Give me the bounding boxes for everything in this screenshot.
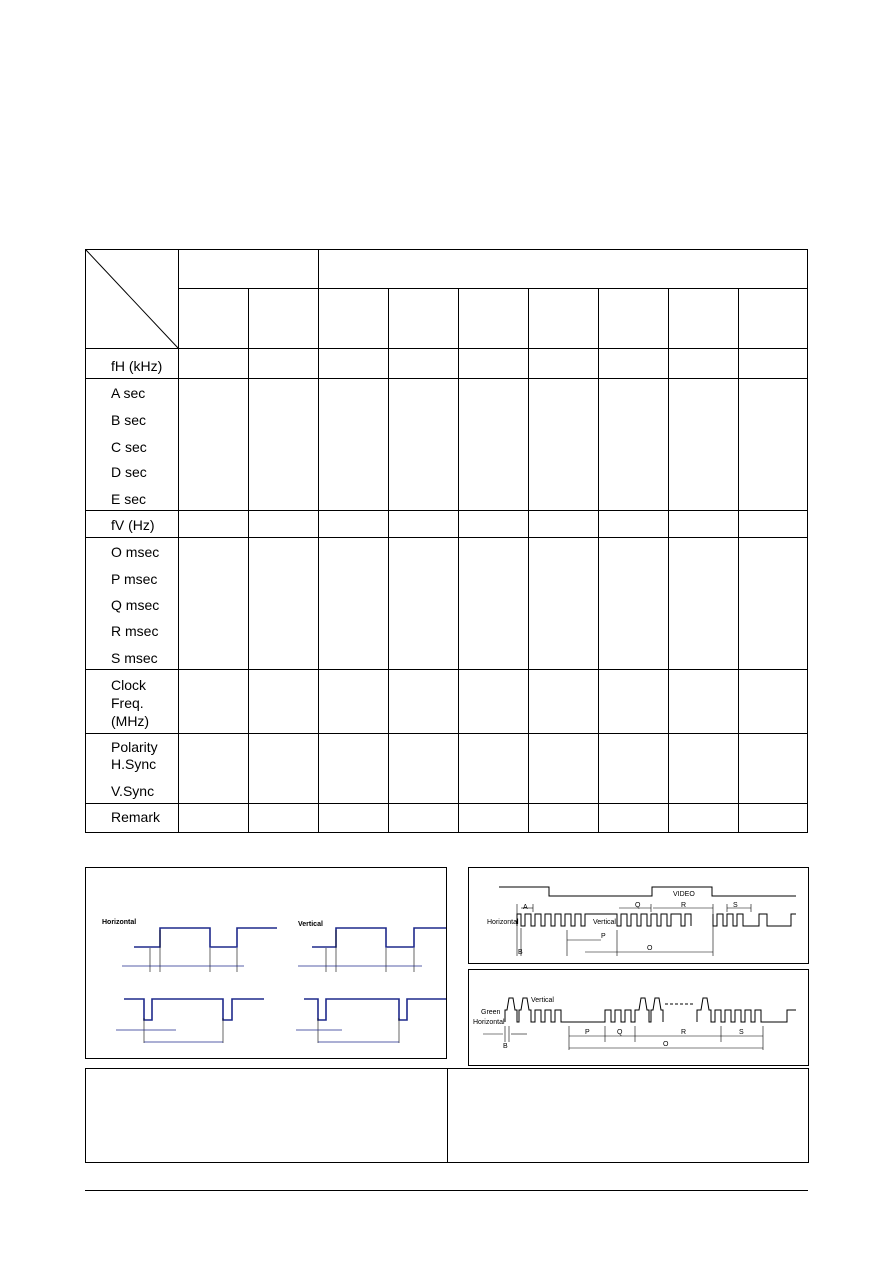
row-label-o: O msec <box>111 544 160 560</box>
sep-vertical-label: Vertical <box>593 919 616 926</box>
row-label-a: A sec <box>111 385 146 401</box>
row-label-d: D sec <box>111 464 147 480</box>
green-sync-waveform <box>505 998 663 1022</box>
table-grid <box>85 249 808 833</box>
h-positive-waveform <box>134 928 277 947</box>
timing-table <box>85 249 808 833</box>
row-label-remark: Remark <box>111 809 161 825</box>
green-marker-r: R <box>681 1029 687 1036</box>
v-positive-waveform <box>312 928 446 947</box>
sync-polarity-diagram <box>85 867 447 1059</box>
row-label-fh: fH (kHz) <box>111 358 163 374</box>
v-negative-waveform <box>304 999 446 1020</box>
row-label-r: R msec <box>111 623 159 639</box>
separate-sync-diagram <box>468 867 809 964</box>
row-label-c: C sec <box>111 439 147 455</box>
marker-a: A <box>523 904 528 911</box>
row-label-e: E sec <box>111 491 147 507</box>
green-label: Green <box>481 1009 501 1016</box>
row-label-s: S msec <box>111 650 158 666</box>
footer-rule <box>85 1190 808 1191</box>
row-label-hsync: H.Sync <box>111 756 157 772</box>
horizontal-title: Horizontal <box>102 919 137 926</box>
marker-s: S <box>733 902 738 909</box>
green-marker-p: P <box>585 1029 590 1036</box>
notes-divider <box>447 1069 448 1162</box>
green-horizontal-label: Horizontal <box>473 1019 505 1026</box>
row-label-clock-1: Clock <box>111 677 147 693</box>
notes-box <box>85 1068 809 1163</box>
row-label-q: Q msec <box>111 597 160 613</box>
row-label-b: B sec <box>111 412 147 428</box>
corner-diagonal <box>86 250 178 348</box>
marker-b: B <box>518 949 523 956</box>
video-waveform <box>499 887 796 896</box>
marker-o: O <box>647 945 653 952</box>
row-label-p: P msec <box>111 571 158 587</box>
row-label-vsync: V.Sync <box>111 783 155 799</box>
row-label-clock-3: (MHz) <box>111 713 150 729</box>
green-marker-s: S <box>739 1029 744 1036</box>
sep-horizontal-label: Horizontal <box>487 919 519 926</box>
marker-r: R <box>681 902 687 909</box>
green-marker-b: B <box>503 1043 508 1050</box>
green-marker-o: O <box>663 1041 669 1048</box>
vertical-title: Vertical <box>298 921 323 928</box>
row-label-fv: fV (Hz) <box>111 517 155 533</box>
h-negative-waveform <box>124 999 264 1020</box>
row-label-clock-2: Freq. <box>111 695 144 711</box>
green-vertical-label: Vertical <box>531 997 554 1004</box>
video-label: VIDEO <box>673 891 695 898</box>
table-frame <box>86 250 808 833</box>
sync-on-green-diagram <box>468 969 809 1066</box>
marker-p: P <box>601 933 606 940</box>
green-marker-q: Q <box>617 1029 623 1036</box>
row-label-polarity: Polarity <box>111 739 158 755</box>
marker-q: Q <box>635 902 641 909</box>
